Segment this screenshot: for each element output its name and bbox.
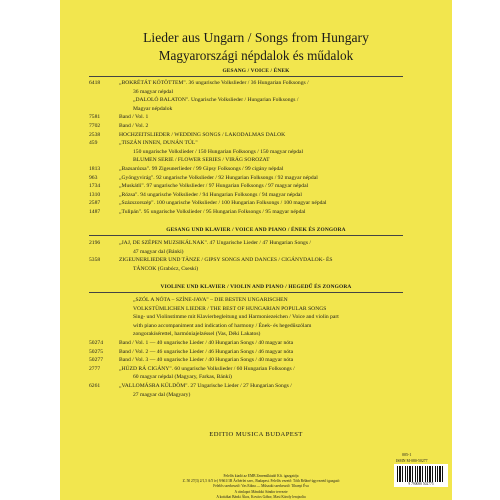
catalog-entry — [89, 249, 409, 257]
catalog-title: 36 magyar népdal — [133, 88, 174, 95]
imprint-footer — [146, 474, 376, 500]
imprint-line: Felelős kiadó az EMB Zeneműkiadó Kft. igazgatója — [223, 474, 299, 478]
catalog-number: 50275 — [89, 348, 103, 355]
catalog-title: „SZÓL A NÓTA – SZÍNE-JAVA" – DIE BESTEN UNGARISCHEN — [133, 297, 288, 303]
catalog-number: 459 — [89, 140, 98, 147]
catalog-number: 5358 — [89, 257, 101, 264]
catalog-number: 7581 — [89, 114, 101, 121]
catalog-entry — [89, 297, 409, 305]
catalog-title: TÁNCOK (Grabócz, Cseski) — [133, 265, 199, 272]
catalog-number: 50274 — [89, 340, 103, 346]
catalog-title: „TISZÁN INNEN, DUNÁN TÚL" — [119, 140, 198, 147]
catalog-title: „BOKRÉTÁT KÖTÖTTEM". 36 ungarische Volkslieder / 36 Hungarian Folksongs / — [119, 80, 309, 86]
catalog-number: 1734 — [89, 183, 101, 190]
catalog-title: „Tulipán". 95 ungarische Volkslieder / 95 Hungarian Folksongs / 95 magyar népdal — [119, 209, 306, 215]
catalog-number: 6418 — [89, 80, 101, 86]
catalog-entry — [89, 240, 409, 248]
catalog-number: 1487 — [89, 209, 101, 215]
catalog-number: 2538 — [89, 131, 101, 138]
section-rule — [89, 76, 403, 77]
imprint-line: Felelős szerkesztő: Vas Edina — Műszaki szerkesztő: Tihanyi Éva — [213, 484, 309, 489]
catalog-title: with piano accompaniment and indication of harmony / Ének- és hegedűszólam — [133, 322, 312, 329]
catalog-title: VOLKSTÜMLICHEN LIEDER / THE BEST OF HUNGARIAN POPULAR SONGS — [133, 305, 327, 312]
catalog-title: „JAJ, DE SZÉPEN MUZSIKÁLNAK". 47 Ungarische Lieder / 47 Hungarian Songs / — [119, 240, 311, 246]
barcode-digits: 9 790080 502775 — [408, 482, 434, 486]
catalog-entry — [89, 89, 409, 97]
section-rule — [89, 292, 403, 293]
catalog-entry — [89, 114, 409, 122]
catalog-entry — [89, 140, 409, 148]
catalog-title: „Százszorszép". 100 ungarische Volkslieder / 100 Hungarian Folksongs / 100 magyar népdal — [119, 200, 327, 207]
title-line-1: Lieder aus Ungarn / Songs from Hungary — [143, 30, 369, 45]
catalog-title: Sing- und Violinstimme mit Klavierbegleitung und Harmoniezeichen / Voice and violin part — [133, 314, 339, 321]
catalog-number: 50277 — [89, 357, 103, 364]
catalog-title: „VALLOMÁSRA KÜLDÖM". 27 Ungarische Lieder / 27 Hungarian Songs / — [119, 383, 292, 389]
catalog-title: zongorakísérettel, harmóniajelzéssel (Vas, Déki Lakatos) — [133, 331, 261, 338]
catalog-number: 2587 — [89, 200, 101, 207]
catalog-title: Band / Vol. 2 — 46 ungarische Lieder / 46 Hungarian Songs / 46 magyar nóta — [119, 348, 294, 355]
section-heading-voice-piano: GESANG UND KLAVIER / VOICE AND PIANO / ÉNEK ÉS ZONGORA — [166, 227, 346, 233]
catalog-entry — [89, 306, 409, 314]
catalog-entry — [89, 123, 409, 131]
catalog-entry — [89, 192, 409, 200]
catalog-entry — [89, 106, 409, 114]
catalog-number: 2196 — [89, 240, 101, 246]
catalog-title: „DALOLÓ BALATON". Ungarische Volkslieder / Hungarian Folksongs / — [133, 97, 299, 104]
catalog-entry — [89, 183, 409, 191]
catalog-entry — [89, 349, 409, 357]
ismn-label: ISMN M-080-50277 — [396, 459, 428, 463]
catalog-entry — [89, 97, 409, 105]
catalog-title: HOCHZEITSLIEDER / WEDDING SONGS / LAKODALMAS DALOK — [119, 131, 286, 138]
catalog-title: ZIGEUNERLIEDER UND TÄNZE / GIPSY SONGS AND DANCES / CIGÁNYDALOK- ÉS — [119, 257, 333, 264]
page-mark: 005-1 — [402, 452, 412, 457]
publisher-name: EDITIO MUSICA BUDAPEST — [209, 431, 303, 438]
catalog-entry — [89, 374, 409, 382]
catalog-title: „HÚZD RÁ CIGÁNY". 60 ungarische Volkslieder / 60 Hungarian Folksongs / — [119, 365, 295, 372]
title-line-2: Magyarországi népdalok és műdalok — [158, 48, 354, 63]
catalog-title: „Rózsa". 94 ungarische Volkslieder / 94 Hungarian Folksongs / 94 magyar népdal — [119, 191, 302, 198]
imprint-line: A címlapot Mándoki Sándor tervezte — [234, 489, 288, 494]
catalog-entry — [89, 200, 409, 208]
catalog-entry — [89, 266, 409, 274]
catalog-entry — [89, 366, 409, 374]
catalog-entry — [89, 392, 409, 400]
catalog-entry — [89, 132, 409, 140]
catalog-title: Magyar népdalok — [133, 105, 173, 112]
catalog-entry — [89, 166, 409, 174]
catalog-title: „Bazsarózsa". 99 Zigeunerlieder / 99 Gipsy Folksongs / 99 cigány népdal — [119, 166, 284, 172]
catalog-entry — [89, 357, 409, 365]
catalog-title: 47 magyar dal (Bánki) — [133, 248, 184, 255]
catalog-number: 6261 — [89, 383, 101, 389]
imprint-line: Z. 50 27(3) 2/1,5 A/5 ív) 9/661/1B Ár/bérlet szer., Budapest. Felelős vezető: Tóth Béláné ügyvezető igazgató — [182, 479, 340, 484]
imprint-line: A kottákat Bánki Ákos, Kovács Gábor, Masi Károly lerajzolta — [216, 494, 306, 499]
catalog-title: 27 magyar dal (Magyary) — [133, 391, 191, 398]
catalog-title: Band / Vol. 1 — 40 ungarische Lieder / 40 Hungarian Songs / 40 magyar nóta — [119, 340, 294, 346]
catalog-entry — [89, 149, 409, 157]
catalog-title: 150 ungarische Volkslieder / 150 Hungarian Folksongs / 150 magyar népdal — [133, 148, 304, 155]
catalog-entry — [89, 383, 409, 391]
barcode — [394, 464, 448, 487]
catalog-number: 7702 — [89, 123, 101, 129]
catalog-entry — [89, 157, 409, 165]
catalog-title: Band / Vol. 2 — [119, 123, 149, 129]
catalog-title: Band / Vol. 3 — 40 ungarische Lieder / 40 Hungarian Songs / 40 magyar nóta — [119, 357, 294, 364]
section-rule — [89, 235, 403, 236]
catalog-entry — [89, 314, 409, 322]
catalog-entry — [89, 257, 409, 265]
catalog-title: „Muskátli". 97 ungarische Volkslieder / 97 Hungarian Folksongs / 97 magyar népdal — [119, 183, 309, 190]
section-heading-voice: GESANG / VOICE / ÉNEK — [222, 68, 290, 74]
catalog-title: „Gyöngyvirág". 92 ungarische Volkslieder / 92 Hungarian Folksongs / 92 magyar népdal — [119, 174, 318, 181]
catalog-entry — [89, 175, 409, 183]
catalog-number: 1310 — [89, 191, 101, 198]
catalog-entry — [89, 80, 409, 88]
catalog-entry — [89, 331, 409, 339]
catalog-number: 963 — [89, 174, 98, 181]
catalog-title: BLUMEN SERIE / FLOWER SERIES / VIRÁG SOROZAT — [133, 157, 270, 164]
catalog-title: Band / Vol. 1 — [119, 114, 149, 121]
back-cover — [60, 0, 452, 500]
catalog-entry — [89, 209, 409, 217]
catalog-number: 2777 — [89, 365, 101, 372]
section-heading-violin-piano: VIOLINE UND KLAVIER / VIOLIN AND PIANO / HEGEDŰ ÉS ZONGORA — [160, 284, 352, 290]
catalog-entry — [89, 340, 409, 348]
page-margin — [452, 0, 500, 500]
catalog-entry — [89, 323, 409, 331]
catalog-title: 60 magyar népdal (Magyary, Farkas, Bánki) — [133, 374, 232, 381]
barcode-bars — [397, 466, 445, 482]
catalog-number: 1813 — [89, 166, 101, 172]
